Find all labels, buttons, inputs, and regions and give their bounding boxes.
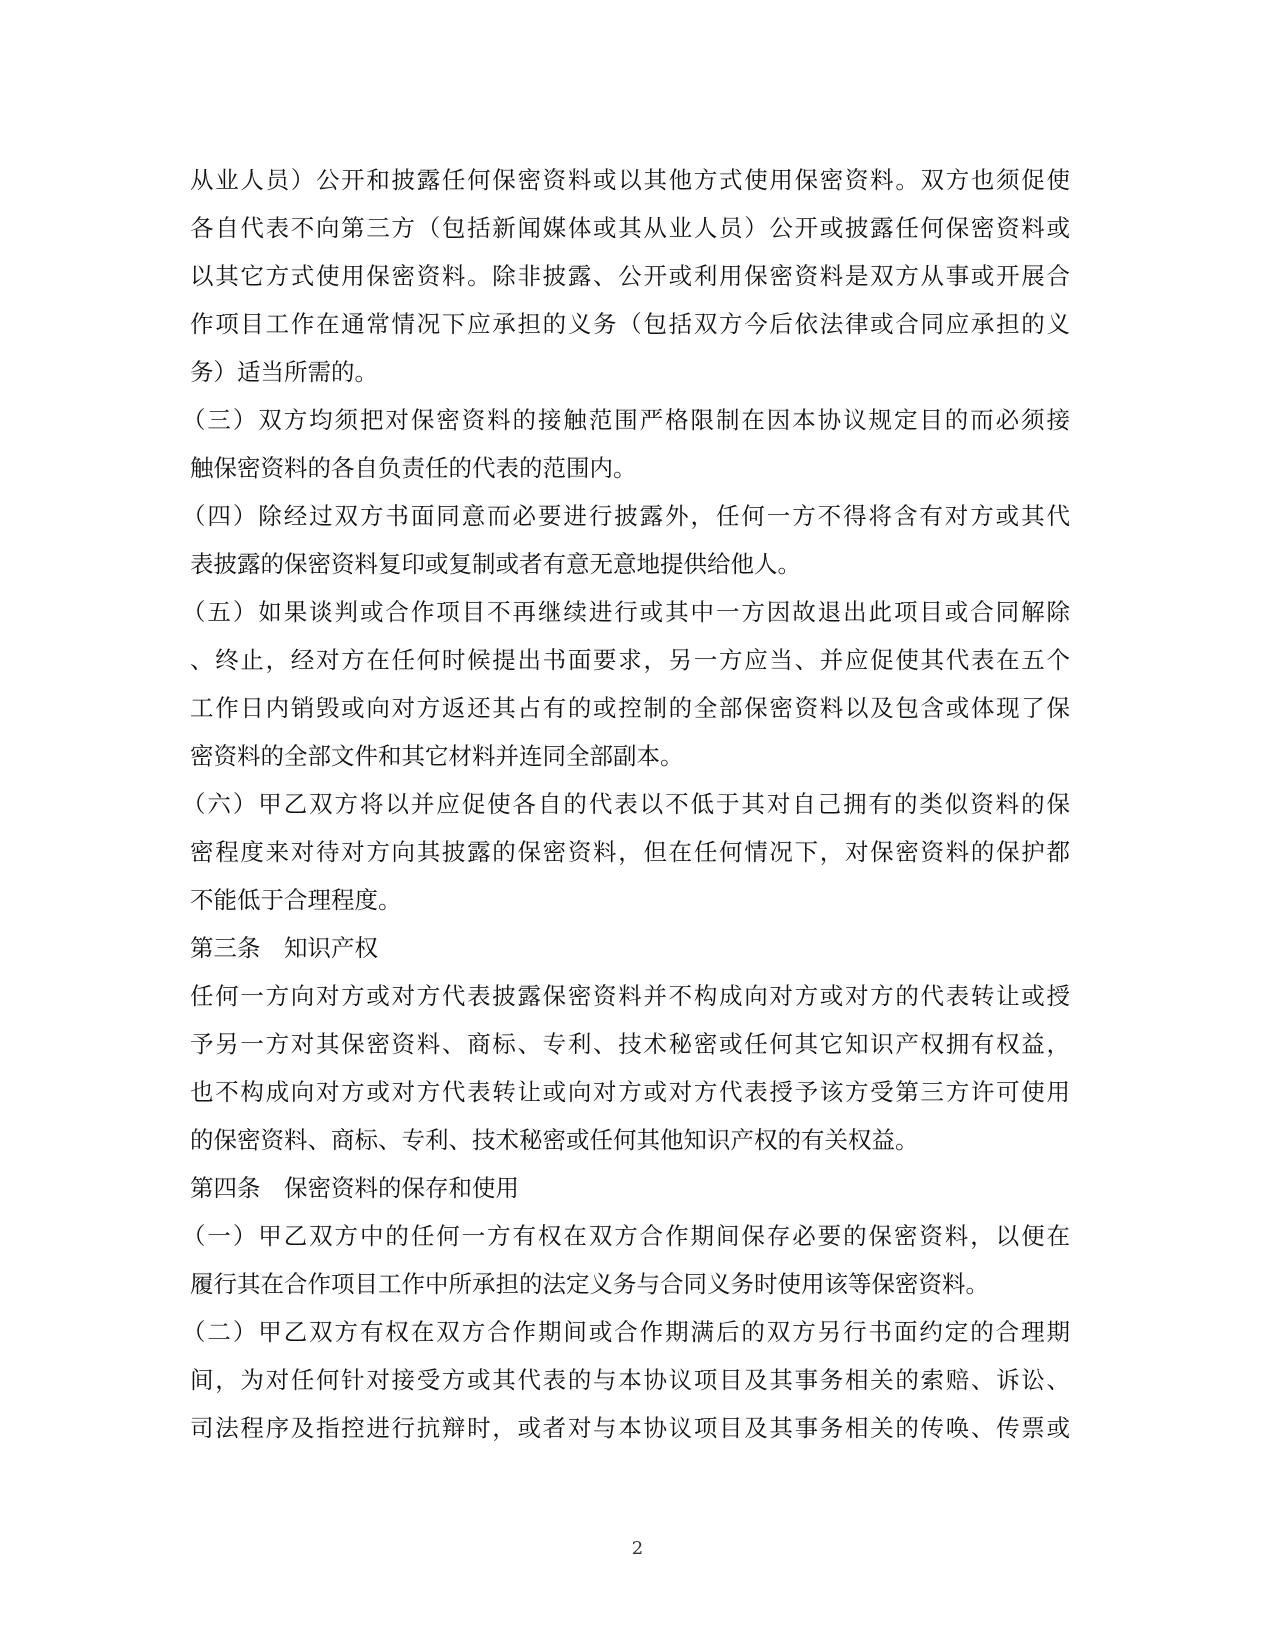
clause-3-line: （三）双方均须把对保密资料的接触范围严格限制在因本协议规定目的而必须接 (182, 406, 1070, 434)
article-4-heading: 第四条 保密资料的保存和使用 (190, 1174, 519, 1202)
text-line: 任何一方向对方或对方代表披露保密资料并不构成向对方或对方的代表转让或授 (190, 982, 1070, 1010)
document-body (182, 156, 1070, 1452)
article-3-heading: 第三条 知识产权 (190, 934, 378, 962)
text-line: 的保密资料、商标、专利、技术秘密或任何其他知识产权的有关权益。 (190, 1126, 919, 1154)
page-number: 2 (631, 1538, 644, 1559)
text-line: 间，为对任何针对接受方或其代表的与本协议项目及其事务相关的索赔、诉讼、 (190, 1366, 1070, 1394)
text-line: 触保密资料的各自负责任的代表的范围内。 (190, 454, 637, 482)
clause-4-line: （四）除经过双方书面同意而必要进行披露外，任何一方不得将含有对方或其代 (182, 502, 1070, 530)
text-line: 予另一方对其保密资料、商标、专利、技术秘密或任何其它知识产权拥有权益， (190, 1030, 1070, 1058)
text-line: 务）适当所需的。 (190, 358, 378, 386)
text-line: 密资料的全部文件和其它材料并连同全部副本。 (190, 742, 684, 770)
text-line: 密程度来对待对方向其披露的保密资料，但在任何情况下，对保密资料的保护都 (190, 838, 1070, 866)
text-line: 、终止，经对方在任何时候提出书面要求，另一方应当、并应促使其代表在五个 (190, 646, 1070, 674)
text-line: 司法程序及指控进行抗辩时，或者对与本协议项目及其事务相关的传唤、传票或 (190, 1414, 1070, 1442)
text-line: 以其它方式使用保密资料。除非披露、公开或利用保密资料是双方从事或开展合 (190, 262, 1070, 290)
clause-5-line: （五）如果谈判或合作项目不再继续进行或其中一方因故退出此项目或合同解除 (182, 598, 1070, 626)
text-line: 不能低于合理程度。 (190, 886, 402, 914)
text-line: 也不构成向对方或对方代表转让或向对方或对方代表授予该方受第三方许可使用 (190, 1078, 1070, 1106)
text-line: 各自代表不向第三方（包括新闻媒体或其从业人员）公开或披露任何保密资料或 (190, 214, 1070, 242)
text-line: 从业人员）公开和披露任何保密资料或以其他方式使用保密资料。双方也须促使 (190, 166, 1070, 194)
text-line: 作项目工作在通常情况下应承担的义务（包括双方今后依法律或合同应承担的义 (190, 310, 1070, 338)
text-line: 工作日内销毁或向对方返还其占有的或控制的全部保密资料以及包含或体现了保 (190, 694, 1070, 722)
text-line: 表披露的保密资料复印或复制或者有意无意地提供给他人。 (190, 550, 801, 578)
clause-6-line: （六）甲乙双方将以并应促使各自的代表以不低于其对自己拥有的类似资料的保 (182, 790, 1070, 818)
clause-2-line: （二）甲乙双方有权在双方合作期间或合作期满后的双方另行书面约定的合理期 (182, 1318, 1070, 1346)
clause-1-line: （一）甲乙双方中的任何一方有权在双方合作期间保存必要的保密资料，以便在 (182, 1222, 1070, 1250)
text-line: 履行其在合作项目工作中所承担的法定义务与合同义务时使用该等保密资料。 (190, 1270, 989, 1298)
